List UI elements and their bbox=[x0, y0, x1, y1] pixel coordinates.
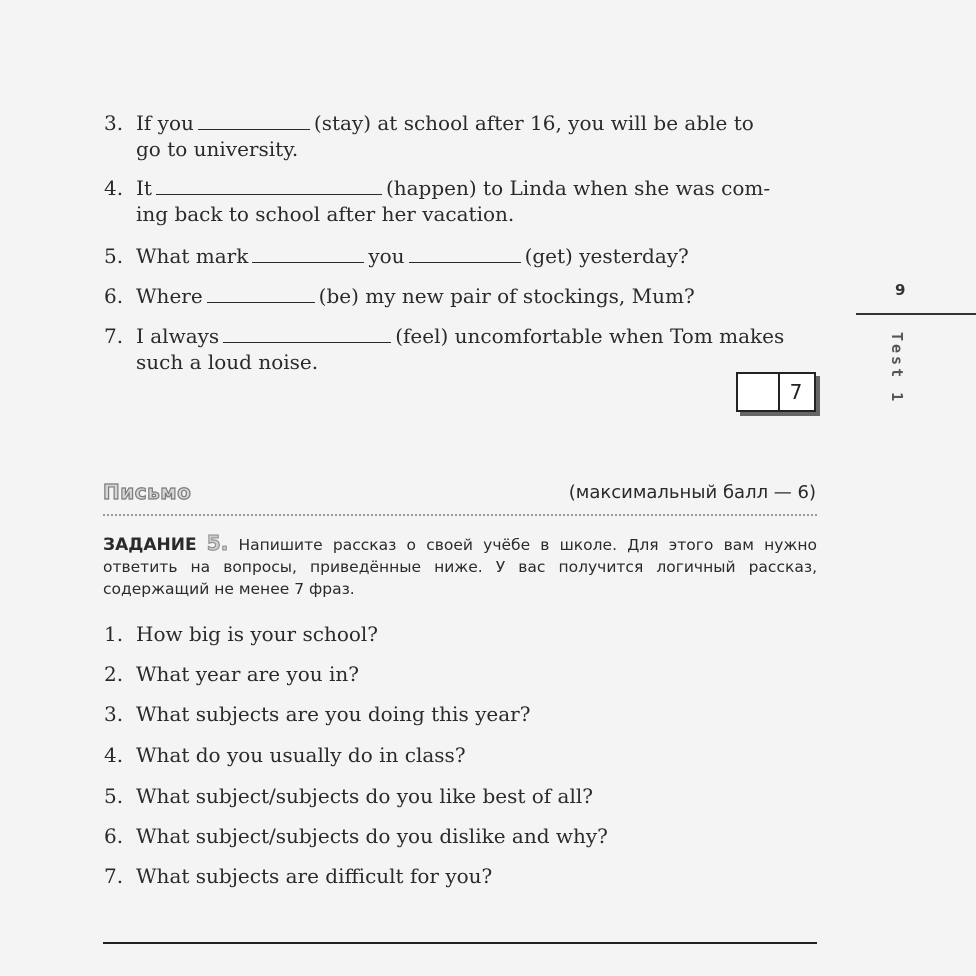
question-text: How big is your school? bbox=[136, 622, 379, 646]
question-number: 2. bbox=[104, 662, 124, 686]
question-text: What subjects are you doing this year? bbox=[136, 702, 531, 726]
item-text-mid: (be) my new pair of stockings, Mum? bbox=[318, 284, 695, 308]
question-6 bbox=[104, 823, 608, 849]
item-number: 7. bbox=[104, 324, 124, 348]
task-text: Напишите рассказ о своей учёбе в школе. Для этого вам нужно ответить на вопросы, приведённые ниже. У вас получится логичный рассказ, содержащий не менее 7 фраз. bbox=[103, 536, 817, 598]
question-text: What subject/subjects do you like best of all? bbox=[136, 784, 593, 808]
answer-blank[interactable] bbox=[409, 244, 521, 263]
exercise-item-7 bbox=[104, 323, 818, 375]
exercise-item-6 bbox=[104, 283, 818, 309]
test-label: Test 1 bbox=[888, 332, 906, 405]
question-7 bbox=[104, 863, 492, 889]
answer-blank[interactable] bbox=[156, 176, 382, 195]
answer-line[interactable] bbox=[103, 942, 817, 944]
dotted-divider bbox=[103, 514, 817, 518]
item-text-post: (get) yesterday? bbox=[524, 244, 689, 268]
item-number: 5. bbox=[104, 244, 124, 268]
item-text-mid: (happen) to Linda when she was com- bbox=[385, 176, 771, 200]
answer-blank[interactable] bbox=[223, 324, 391, 343]
question-text: What subjects are difficult for you? bbox=[136, 864, 493, 888]
max-score-value: 7 bbox=[789, 380, 803, 404]
question-text: What do you usually do in class? bbox=[136, 743, 466, 767]
item-text-pre: Where bbox=[136, 284, 203, 308]
task-number: 5. bbox=[206, 531, 229, 555]
answer-blank[interactable] bbox=[198, 111, 310, 130]
item-text-cont: ing back to school after her vacation. bbox=[136, 202, 515, 226]
answer-blank[interactable] bbox=[252, 244, 364, 263]
item-number: 6. bbox=[104, 284, 124, 308]
question-number: 3. bbox=[104, 702, 124, 726]
question-number: 6. bbox=[104, 824, 124, 848]
exercise-item-5 bbox=[104, 243, 818, 269]
answer-blank[interactable] bbox=[207, 284, 315, 303]
question-5 bbox=[104, 783, 593, 809]
exercise-item-3 bbox=[104, 110, 818, 162]
question-number: 1. bbox=[104, 622, 124, 646]
item-text-mid: (stay) at school after 16, you will be able to bbox=[313, 111, 754, 135]
section-title: Письмо bbox=[103, 480, 192, 504]
item-text-mid: you bbox=[368, 244, 405, 268]
side-divider bbox=[856, 313, 976, 315]
task-instructions bbox=[103, 532, 817, 600]
question-number: 5. bbox=[104, 784, 124, 808]
item-text-pre: I always bbox=[136, 324, 220, 348]
question-text: What year are you in? bbox=[136, 662, 359, 686]
question-text: What subject/subjects do you dislike and why? bbox=[136, 824, 608, 848]
exercise-item-4 bbox=[104, 175, 818, 227]
score-input-cell[interactable] bbox=[738, 374, 780, 410]
question-2 bbox=[104, 661, 359, 687]
question-number: 7. bbox=[104, 864, 124, 888]
item-text-cont: go to university. bbox=[136, 137, 299, 161]
page-number: 9 bbox=[895, 281, 906, 299]
item-number: 3. bbox=[104, 111, 124, 135]
section-max-score: (максимальный балл — 6) bbox=[568, 482, 816, 503]
item-text-mid: (feel) uncomfortable when Tom makes bbox=[395, 324, 785, 348]
item-text-pre: What mark bbox=[136, 244, 249, 268]
question-3 bbox=[104, 701, 530, 727]
question-number: 4. bbox=[104, 743, 124, 767]
score-box bbox=[736, 372, 816, 412]
item-number: 4. bbox=[104, 176, 124, 200]
item-text-cont: such a loud noise. bbox=[136, 350, 319, 374]
item-text-pre: If you bbox=[136, 111, 194, 135]
item-text-pre: It bbox=[136, 176, 152, 200]
question-1 bbox=[104, 621, 378, 647]
task-label: ЗАДАНИЕ bbox=[103, 535, 197, 555]
question-4 bbox=[104, 742, 466, 768]
